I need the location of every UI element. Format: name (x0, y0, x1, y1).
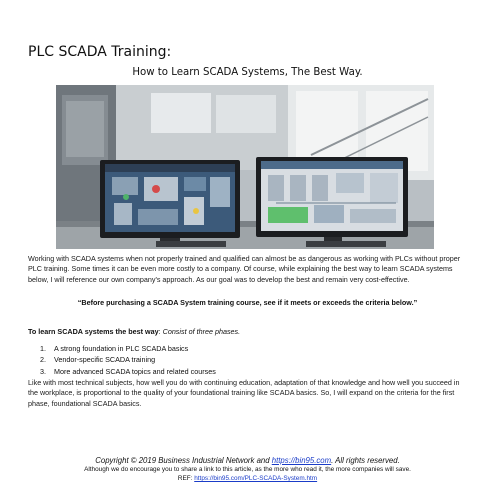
page-title: PLC SCADA Training: (28, 44, 172, 60)
share-note: Although we do encourage you to share a link to this article, as the more who read it, the more companies will save. (84, 466, 411, 473)
phases-heading (28, 327, 240, 336)
list-item-number: 3. (40, 366, 46, 376)
control-room-photo (56, 85, 434, 249)
control-room-illustration (56, 85, 434, 249)
copyright-line (0, 456, 495, 465)
closing-paragraph: Like with most technical subjects, how well you do with continuing education, adaptation of that knowledge and how well you succeed in the workplace, is proportional to the quality of your foundational training like SCADA basics. So, I will expand on the criteria for the first phase, foundational SCADA basics. (28, 378, 460, 408)
list-item-number: 1. (40, 344, 46, 353)
list-item (40, 343, 216, 354)
reference-label: REF: (177, 475, 195, 482)
phases-heading-bold: To learn SCADA systems the best way (28, 327, 159, 336)
list-item-number: 2. (40, 355, 46, 365)
phases-list (40, 343, 216, 377)
criteria-quote: “Before purchasing a SCADA System training course, see if it meets or exceeds the criteria below.” (77, 298, 418, 307)
intro-paragraph: Working with SCADA systems when not properly trained and qualified can almost be as dangerous as working with PLCs without proper PLC training. Some times it can be even more costly to a company. Of course, while explaining the best way to learn SCADA systems below, I will reference our own company's approach. As our goal was to develop the best and remain very cost-effective. (28, 254, 461, 284)
reference-line (0, 475, 495, 482)
list-item-text: Vendor-specific SCADA training (54, 355, 156, 365)
list-item (40, 366, 216, 377)
list-item-text: More advanced SCADA topics and related courses (54, 366, 216, 376)
bin95-home-link[interactable]: https://bin95.com (271, 456, 332, 465)
copyright-suffix: . All rights reserved. (331, 456, 400, 465)
list-item-text: A strong foundation in PLC SCADA basics (54, 344, 189, 353)
list-item (40, 354, 216, 365)
phases-heading-separator: : (158, 327, 163, 336)
page-subtitle: How to Learn SCADA Systems, The Best Way. (132, 67, 363, 78)
phases-heading-italic: Consist of three phases. (162, 327, 241, 336)
copyright-text: Copyright © 2019 Business Industrial Network and (95, 456, 272, 465)
reference-link[interactable]: https://bin95.com/PLC-SCADA-System.htm (194, 475, 318, 482)
